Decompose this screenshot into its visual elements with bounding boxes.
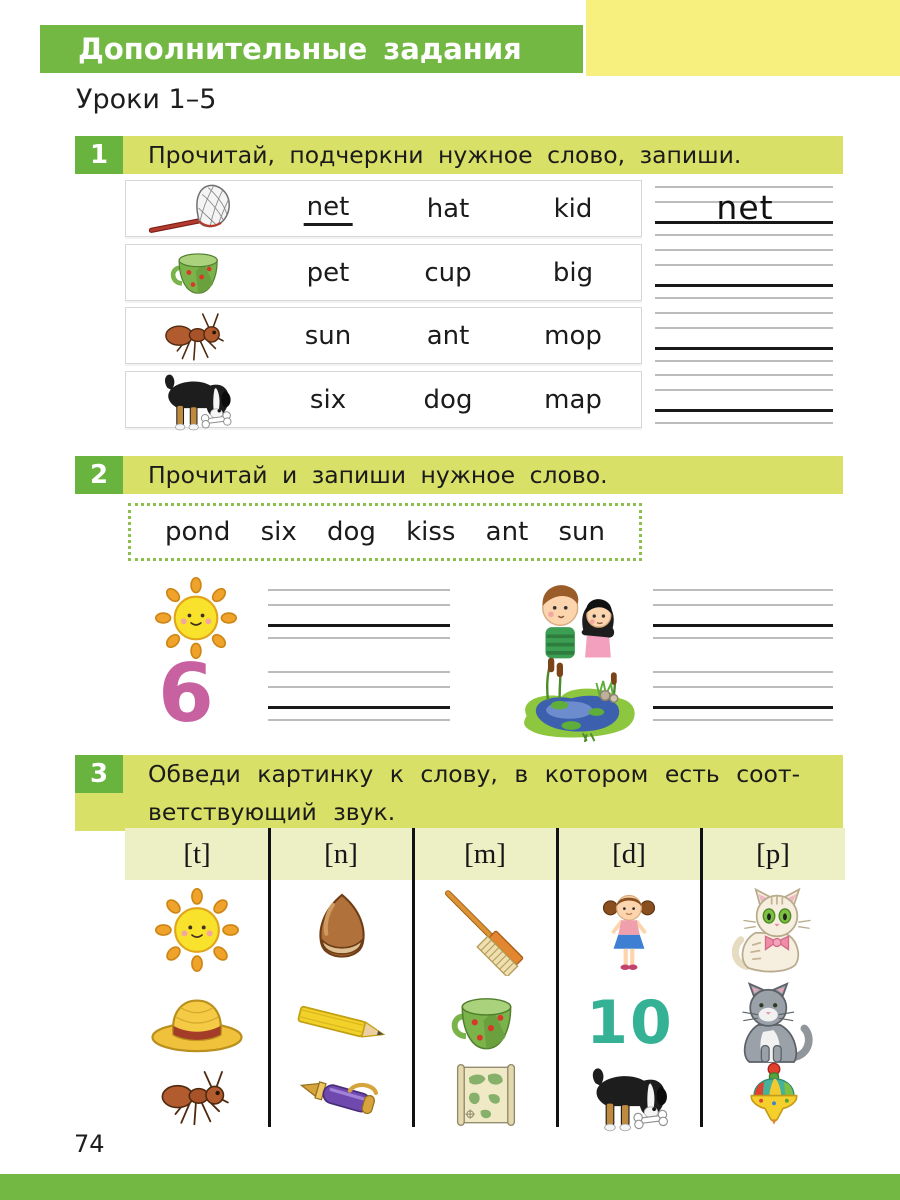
word-option[interactable]: cup xyxy=(424,257,472,288)
word-option[interactable]: dog xyxy=(423,384,473,415)
table-divider xyxy=(268,828,271,1127)
writing-lines[interactable] xyxy=(655,312,833,362)
task1-banner xyxy=(75,136,843,174)
phoneme-column-label: [d] xyxy=(612,838,646,870)
phoneme-column-label: [p] xyxy=(756,838,790,870)
task1-row-cup xyxy=(125,244,642,301)
bank-word: kiss xyxy=(406,517,456,547)
word-option[interactable]: map xyxy=(544,384,602,415)
numeral-six: 6 xyxy=(158,647,214,740)
task3-instruction-line2: ветствующий звук. xyxy=(148,798,396,826)
phoneme-column-label: [m] xyxy=(464,838,506,870)
task3-instruction xyxy=(148,755,843,831)
bank-word: pond xyxy=(165,517,231,547)
task1-row-dog xyxy=(125,371,642,428)
gray-cat-icon[interactable] xyxy=(732,982,814,1068)
table-divider xyxy=(556,828,559,1127)
ant-icon[interactable] xyxy=(158,1066,238,1128)
word-option[interactable]: net xyxy=(304,192,353,226)
bottom-accent-bar xyxy=(0,1174,900,1200)
bank-word: dog xyxy=(326,517,376,547)
word-option[interactable]: mop xyxy=(544,320,602,351)
writing-lines[interactable] xyxy=(268,589,450,639)
pond-icon xyxy=(514,650,642,746)
word-option[interactable]: big xyxy=(552,257,594,288)
task3-instruction-line1: Обведи картинку к слову, в котором есть соот- xyxy=(148,760,801,788)
word-bank xyxy=(128,503,642,561)
hat-icon[interactable] xyxy=(149,994,245,1056)
writing-lines[interactable] xyxy=(655,249,833,299)
table-divider xyxy=(700,828,703,1127)
phoneme-table-header xyxy=(125,828,845,880)
page-number: 74 xyxy=(74,1130,105,1158)
nut-icon[interactable] xyxy=(309,890,375,970)
page-title: Дополнительные задания xyxy=(78,32,522,66)
corner-accent xyxy=(586,0,900,76)
task3-banner xyxy=(75,755,843,831)
bank-word: sun xyxy=(558,517,605,547)
butterfly-net-icon xyxy=(134,181,259,236)
phoneme-column-label: [n] xyxy=(324,838,358,870)
pencil-icon[interactable] xyxy=(293,1000,391,1050)
cup-icon xyxy=(134,245,259,300)
bank-word: six xyxy=(260,517,297,547)
task1-row-ant xyxy=(125,307,642,364)
dog-icon[interactable] xyxy=(582,1062,676,1132)
dog-icon xyxy=(134,372,259,427)
cup-icon[interactable] xyxy=(448,990,522,1056)
word-option[interactable]: kid xyxy=(553,193,593,224)
page-header xyxy=(40,25,583,73)
writing-lines[interactable] xyxy=(655,374,833,424)
task2-banner xyxy=(75,456,843,494)
pen-icon[interactable] xyxy=(294,1068,390,1126)
word-option[interactable]: hat xyxy=(426,193,470,224)
girl-icon[interactable] xyxy=(602,884,656,978)
word-option[interactable]: sun xyxy=(304,320,352,351)
phoneme-column-label: [t] xyxy=(183,838,211,870)
task1-instruction: Прочитай, подчеркни нужное слово, запиши. xyxy=(148,141,742,169)
task2-instruction: Прочитай и запиши нужное слово. xyxy=(148,461,608,489)
task1-row-net xyxy=(125,180,642,237)
spinning-top-icon[interactable] xyxy=(745,1060,803,1126)
ant-icon xyxy=(134,308,259,363)
map-icon[interactable] xyxy=(449,1062,523,1128)
task1-number: 1 xyxy=(75,136,123,174)
writing-lines[interactable] xyxy=(653,589,833,639)
cat-bow-icon[interactable] xyxy=(731,886,815,976)
broom-icon[interactable] xyxy=(441,888,529,976)
table-divider xyxy=(412,828,415,1127)
word-option[interactable]: six xyxy=(309,384,347,415)
word-option[interactable]: pet xyxy=(306,257,350,288)
task3-number: 3 xyxy=(75,755,123,793)
writing-lines[interactable] xyxy=(653,671,833,721)
sun-icon[interactable] xyxy=(155,888,239,972)
bank-word: ant xyxy=(485,517,529,547)
writing-lines[interactable] xyxy=(268,671,450,721)
task2-number: 2 xyxy=(75,456,123,494)
lessons-title: Уроки 1–5 xyxy=(76,84,217,115)
word-option[interactable]: ant xyxy=(426,320,470,351)
numeral-ten[interactable]: 10 xyxy=(586,988,674,1058)
handwritten-answer: net xyxy=(716,188,774,227)
